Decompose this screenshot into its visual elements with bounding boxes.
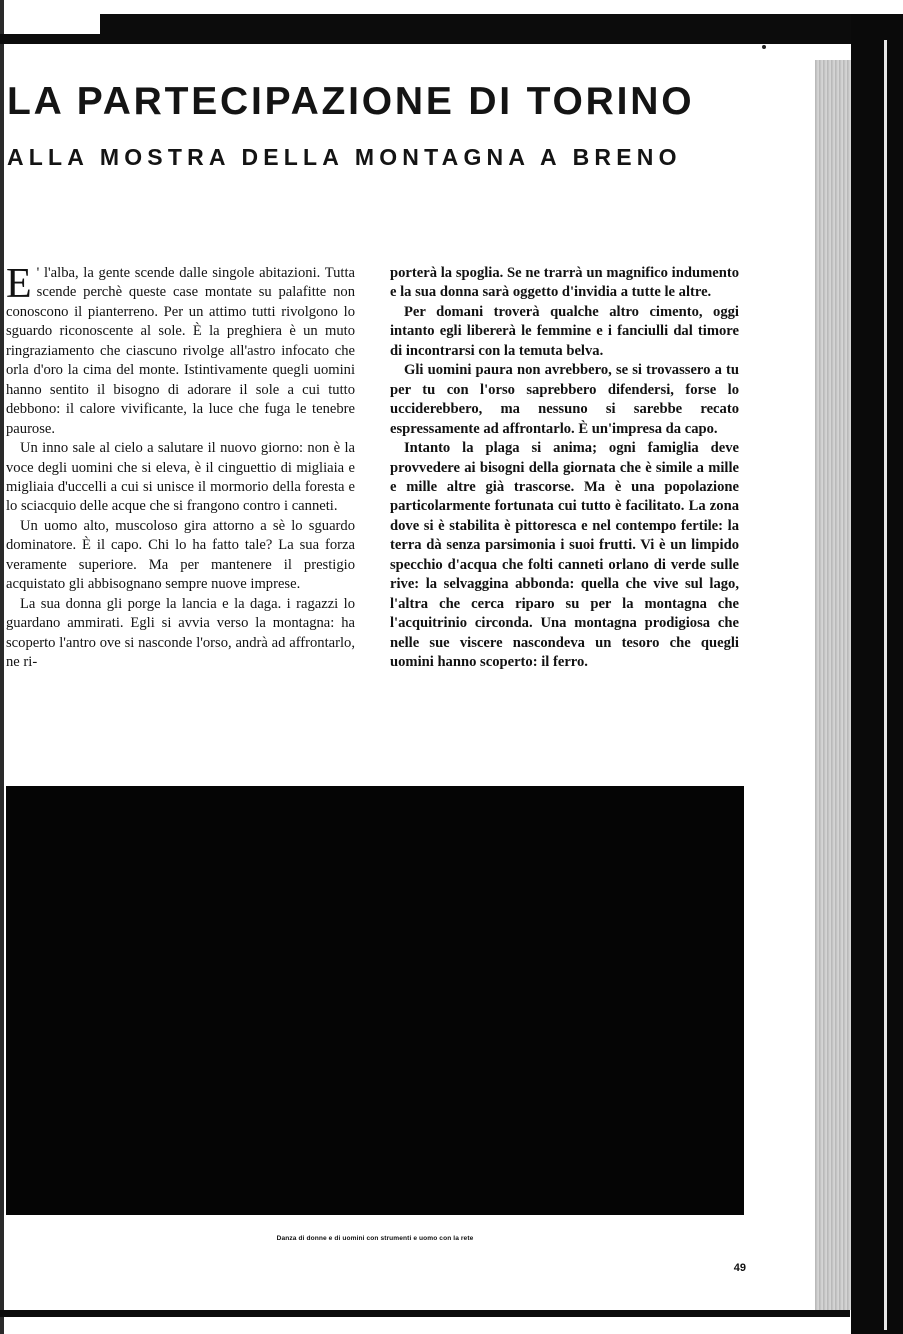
photo-caption: Danza di donne e di uomini con strumenti e uomo con la rete [276, 1235, 474, 1242]
paragraph: La sua donna gli porge la lancia e la daga. i ragazzi lo guardano ammirati. Egli si avvia verso la montagna: ha scoperto l'antro ove si nasconde l'orso, andrà ad affrontarlo, ne ri- [6, 595, 355, 671]
paragraph: porterà la spoglia. Se ne trarrà un magnifico indumento e la sua donna sarà oggetto d'invidia a tutte le altre. [390, 265, 739, 301]
paragraph: Un uomo alto, muscoloso gira attorno a sè lo sguardo dominatore. È il capo. Chi lo ha fatto tale? La sua forza veramente superiore. Ma per mantenere il prestigio acquistato gli abbisognano sempre nuove imprese. [6, 517, 355, 593]
article-photo [6, 786, 744, 1215]
page-left-edge [0, 0, 4, 1334]
article-subtitle: ALLA MOSTRA DELLA MONTAGNA A BRENO [7, 144, 682, 170]
article-title: LA PARTECIPAZIONE DI TORINO [7, 80, 695, 123]
scan-right-line [884, 40, 887, 1330]
paragraph-text: ' l'alba, la gente scende dalle singole abitazioni. Tutta scende perchè queste case montate su palafitte non conoscono il pianterreno. Per un attimo tutti rivolgono lo sguardo riconoscente al sole. È la preghiera è un muto ringraziamento che ciascuno rivolge all'astro infocato che orla d'oro la cima del monte. Istintivamente quegli uomini hanno sentito il bisogno di adorare il sole a cui tutto debbono: il calore vivificante, la luce che fuga le tenebre paurose. [6, 265, 355, 437]
scan-bottom-rule [0, 1310, 850, 1317]
scan-dot-mark [762, 45, 766, 49]
page-number: 49 [733, 1262, 746, 1274]
scan-top-strip [0, 34, 110, 44]
paragraph: Un inno sale al cielo a salutare il nuovo giorno: non è la voce degli uomini che si eleva, è il cinguettio di migliaia e migliaia d'uccelli a cui si unisce il mormorio della foresta e lo sciacquio delle acque che si frangono contro i canneti. [6, 440, 355, 515]
paragraph [6, 261, 355, 439]
book-page-edges [815, 60, 851, 1310]
scan-right-border [851, 14, 903, 1334]
paragraph: Intanto la plaga si anima; ogni famiglia deve provvedere ai bisogni della giornata che è simile a mille e mille altre già trascorse. Ma è una popolazione particolarmente fortunata cui tutto è facilitato. La zona dove si è stabilita è pittoresca e nel contempo fertile: la terra dà senza parsimonia i suoi frutti. Vi è un limpido specchio d'acqua che folti canneti orlano di verde sulle rive: la selvaggina abbonda: quella che vive sul lago, l'altra che cerca riparo su per la montagna che l'acquitrinio circonda. Una montagna prodigiosa che nelle sue viscere nascondeva un tesoro che quegli uomini hanno scoperto: il ferro. [390, 440, 739, 671]
right-column [390, 264, 739, 673]
left-column [6, 261, 355, 673]
scan-top-bar [100, 14, 890, 44]
paragraph: Per domani troverà qualche altro cimento, oggi intanto egli libererà le femmine e i fanciulli dal timore di incontrarsi con la temuta belva. [390, 303, 739, 359]
drop-cap: E [6, 261, 32, 307]
paragraph: Gli uomini paura non avrebbero, se si trovassero a tu per tu con l'orso saprebbero difendersi, forse lo ucciderebbero, ma nessuno si sarebbe recato espressamente ad affrontarlo. È un'impresa da capo. [390, 362, 739, 437]
